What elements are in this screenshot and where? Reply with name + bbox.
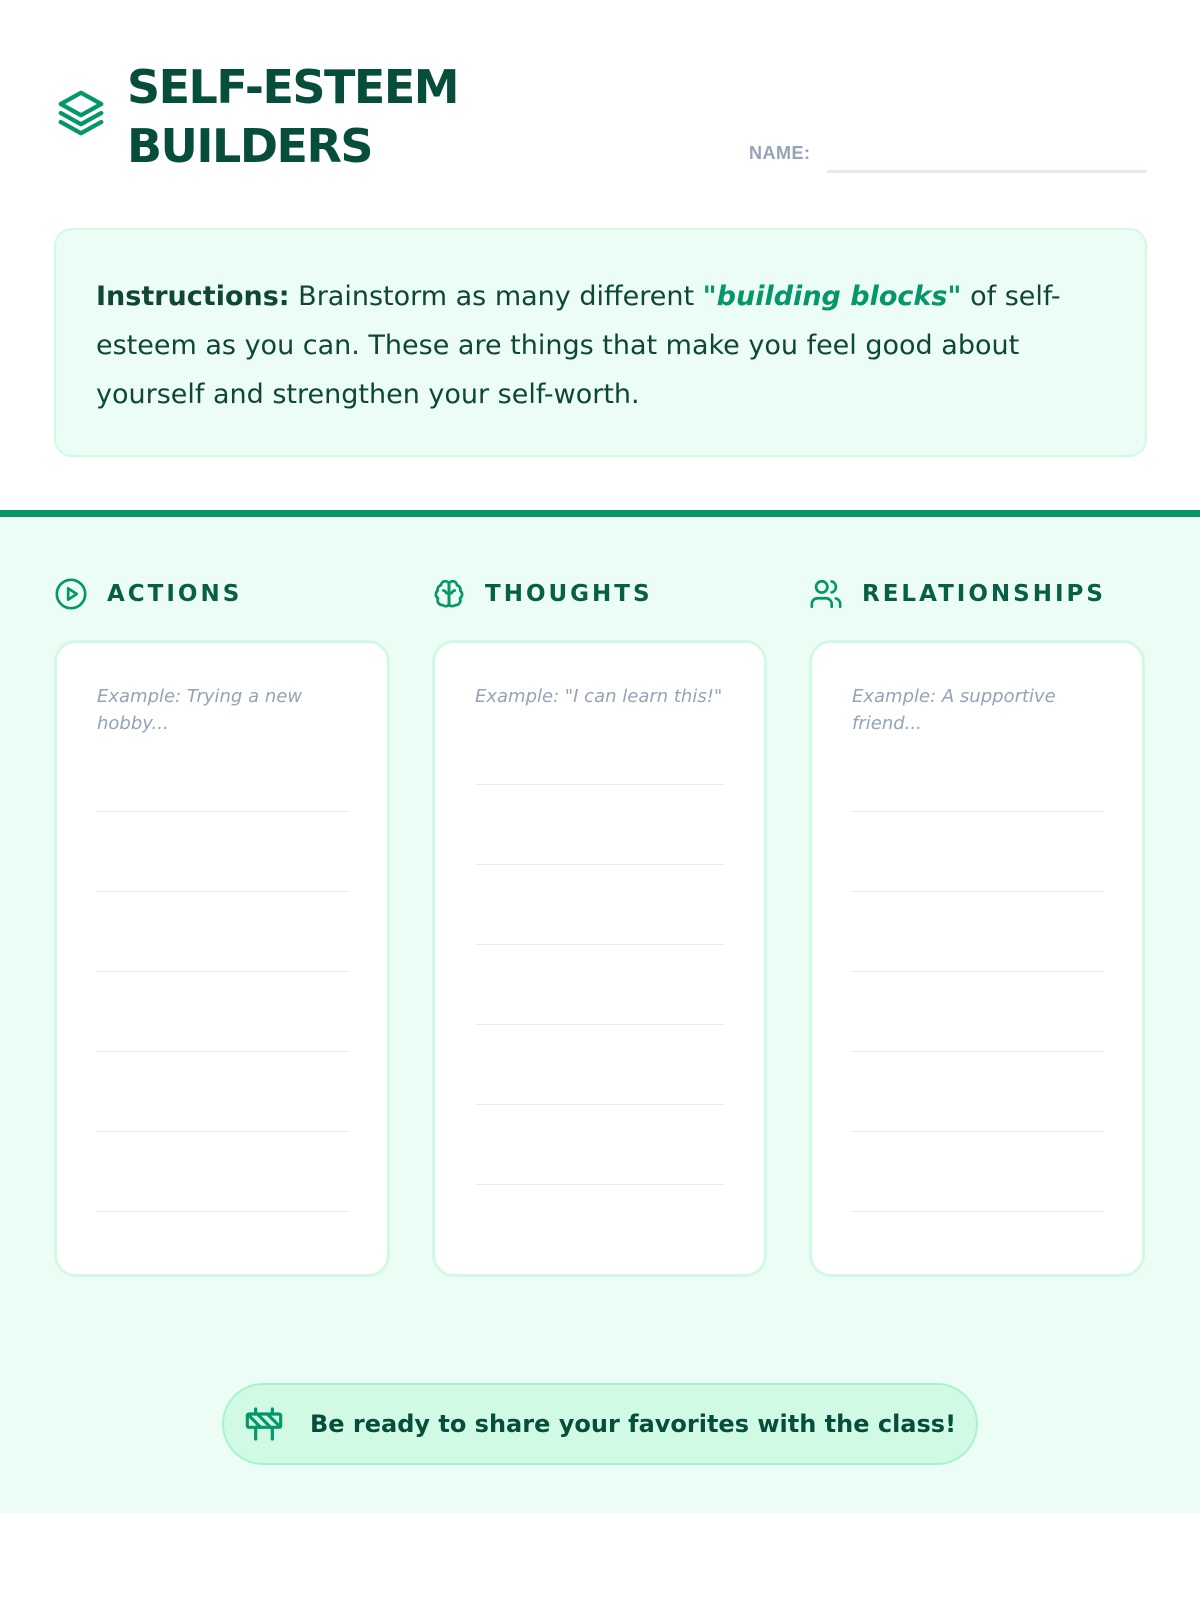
brain-icon: [432, 577, 466, 611]
instructions-text-before: Brainstorm as many different: [289, 281, 703, 312]
thoughts-heading: [432, 576, 653, 612]
share-reminder-text: Be ready to share your favorites with the class!: [309, 1410, 957, 1438]
instructions-text-after: of self-esteem as you can. These are things that make you feel good about yourself and strengthen your self-worth.: [96, 281, 1061, 410]
thoughts-card[interactable]: [432, 640, 767, 1277]
writing-line: [475, 1104, 725, 1105]
thoughts-label: THOUGHTS: [485, 581, 653, 607]
relationships-card[interactable]: [809, 640, 1145, 1277]
writing-line: [475, 1024, 725, 1025]
writing-line: [97, 1131, 349, 1132]
title-line-2: BUILDERS: [127, 119, 372, 173]
writing-line: [852, 1211, 1104, 1212]
page-title: [127, 58, 458, 176]
relationships-heading: [809, 576, 1106, 612]
actions-label: ACTIONS: [107, 581, 243, 607]
instructions-label: Instructions:: [96, 281, 290, 312]
thoughts-example: Example: "I can learn this!": [475, 686, 723, 707]
writing-line: [475, 1184, 725, 1185]
name-label: NAME:: [749, 143, 811, 163]
writing-line: [852, 891, 1104, 892]
relationships-example: Example: A supportive friend...: [852, 686, 1056, 734]
actions-heading: [54, 576, 242, 612]
instructions-highlight: "building blocks": [702, 281, 962, 312]
writing-line: [852, 811, 1104, 812]
play-circle-icon: [54, 577, 88, 611]
writing-line: [97, 811, 349, 812]
users-icon: [809, 577, 843, 611]
writing-line: [475, 784, 725, 785]
share-reminder: [222, 1383, 978, 1465]
writing-line: [97, 1211, 349, 1212]
writing-line: [475, 944, 725, 945]
instructions-box: [54, 228, 1147, 457]
writing-line: [97, 971, 349, 972]
relationships-label: RELATIONSHIPS: [862, 581, 1106, 607]
writing-line: [852, 1131, 1104, 1132]
layers-icon: [54, 86, 108, 140]
actions-example: Example: Trying a new hobby...: [97, 686, 303, 734]
actions-card[interactable]: [54, 640, 390, 1277]
writing-line: [852, 1051, 1104, 1052]
construction-barrier-icon: [244, 1404, 284, 1444]
writing-line: [97, 1051, 349, 1052]
writing-line: [852, 971, 1104, 972]
name-field-line[interactable]: [827, 170, 1147, 173]
brainstorm-section: [0, 510, 1200, 1513]
title-line-1: SELF-ESTEEM: [127, 60, 459, 114]
writing-line: [475, 864, 725, 865]
writing-line: [97, 891, 349, 892]
